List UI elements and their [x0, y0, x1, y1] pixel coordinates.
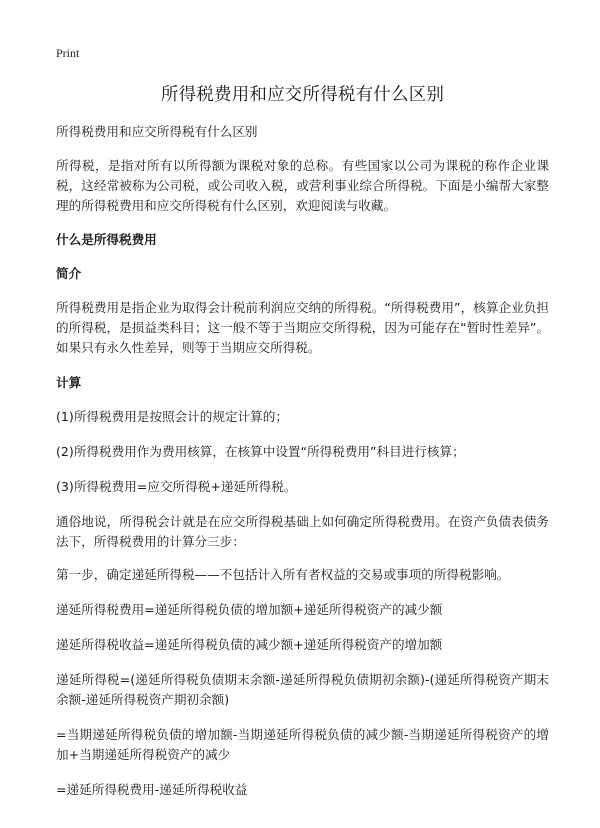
deferred-tax-formula: 递延所得税=(递延所得税负债期末余额-递延所得税负债期初余额)-(递延所得税资产期末余额-递延所得税资产期初余额) — [56, 672, 549, 707]
deferred-tax-income-formula: 递延所得税收益=递延所得税负债的减少额+递延所得税资产的增加额 — [56, 637, 443, 652]
current-period-formula: =当期递延所得税负债的增加额-当期递延所得税负债的减少额-当期递延所得税资产的增加+当期递延所得税资产的减少 — [56, 727, 549, 762]
section-heading-what-is: 什么是所得税费用 — [56, 232, 157, 247]
section-heading-intro: 简介 — [56, 266, 82, 281]
section-heading-calculation: 计算 — [56, 375, 82, 390]
net-deferred-tax-formula: =递延所得税费用-递延所得税收益 — [56, 782, 248, 797]
calc-item-3: (3)所得税费用=应交所得税+递延所得税。 — [56, 479, 297, 494]
document-subtitle: 所得税费用和应交所得税有什么区别 — [56, 124, 258, 139]
document-title: 所得税费用和应交所得税有什么区别 — [160, 85, 445, 105]
intro-body-paragraph: 所得税费用是指企业为取得会计税前利润应交纳的所得税。“所得税费用”，核算企业负担的所得税，是损益类科目；这一般不等于当期应交所得税，因为可能存在“暂时性差异”。如果只有永久性差异，则等于当期应交所得税。 — [56, 300, 549, 355]
print-label: Print — [56, 46, 80, 60]
calc-item-2: (2)所得税费用作为费用核算，在核算中设置“所得税费用”科目进行核算； — [56, 444, 465, 459]
plain-explanation-paragraph: 通俗地说，所得税会计就是在应交所得税基础上如何确定所得税费用。在资产负债表债务法下，所得税费用的计算分三步： — [56, 514, 549, 549]
step-one-paragraph: 第一步，确定递延所得税——不包括计入所有者权益的交易或事项的所得税影响。 — [56, 567, 510, 582]
deferred-tax-expense-formula: 递延所得税费用=递延所得税负债的增加额+递延所得税资产的减少额 — [56, 602, 443, 617]
intro-paragraph: 所得税，是指对所有以所得额为课税对象的总称。有些国家以公司为课税的称作企业课税，这经常被称为公司税，或公司收入税，或营利事业综合所得税。下面是小编帮大家整理的所得税费用和应交所得税有什么区别，欢迎阅读与收藏。 — [56, 158, 549, 213]
calc-item-1: (1)所得税费用是按照会计的规定计算的； — [56, 409, 288, 424]
